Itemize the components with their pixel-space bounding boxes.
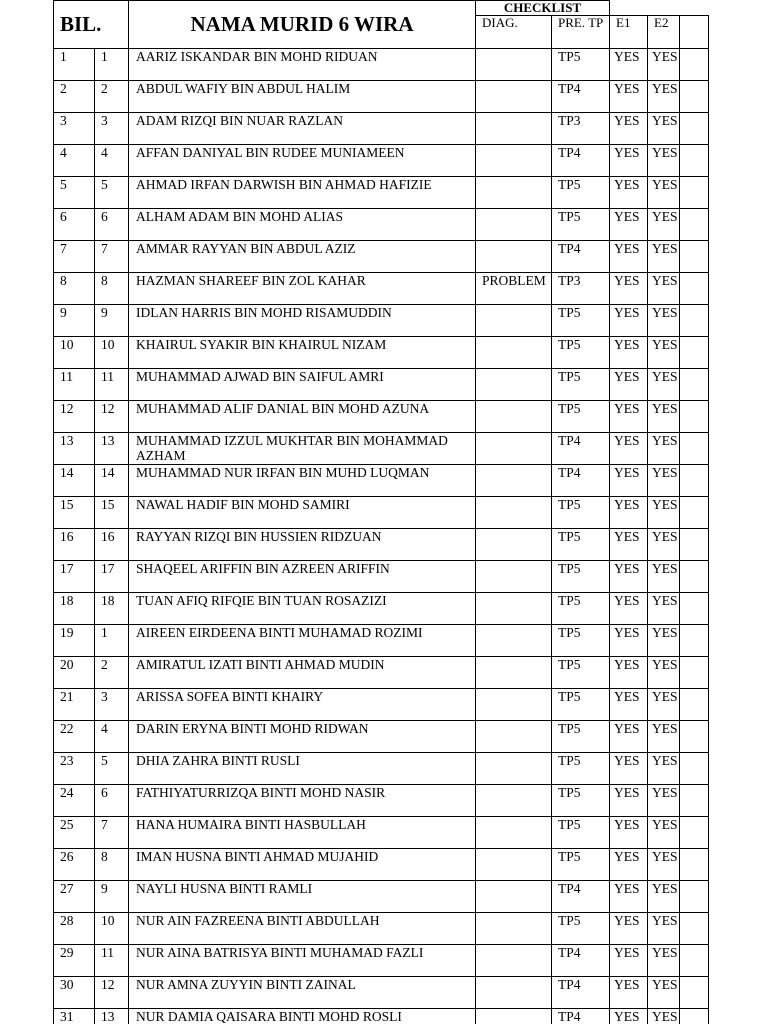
e1-cell: YES: [610, 113, 648, 145]
diag-cell: [476, 817, 552, 849]
e1-cell: YES: [610, 593, 648, 625]
group-number-cell: 13: [95, 1009, 129, 1024]
diag-cell: [476, 721, 552, 753]
group-number-cell: 15: [95, 497, 129, 529]
student-checklist-table: [53, 0, 709, 1024]
table-row: [54, 849, 709, 881]
header-diag: DIAG.: [476, 16, 552, 49]
blank-cell: [680, 177, 709, 209]
e1-cell: YES: [610, 785, 648, 817]
diag-cell: [476, 369, 552, 401]
diag-cell: [476, 657, 552, 689]
group-number-cell: 6: [95, 785, 129, 817]
table-row: [54, 1009, 709, 1024]
student-rows: [54, 49, 709, 1024]
blank-cell: [680, 273, 709, 305]
pre-tp-cell: TP5: [552, 497, 610, 529]
table-row: [54, 145, 709, 177]
student-name-cell: ABDUL WAFIY BIN ABDUL HALIM: [129, 81, 476, 113]
e1-cell: YES: [610, 753, 648, 785]
diag-cell: [476, 497, 552, 529]
e1-cell: YES: [610, 945, 648, 977]
student-name-cell: AMIRATUL IZATI BINTI AHMAD MUDIN: [129, 657, 476, 689]
row-number-cell: 20: [54, 657, 95, 689]
blank-cell: [680, 817, 709, 849]
e1-cell: YES: [610, 241, 648, 273]
blank-cell: [680, 721, 709, 753]
group-number-cell: 8: [95, 273, 129, 305]
group-number-cell: 7: [95, 241, 129, 273]
table-row: [54, 81, 709, 113]
pre-tp-cell: TP5: [552, 721, 610, 753]
student-name-cell: AHMAD IRFAN DARWISH BIN AHMAD HAFIZIE: [129, 177, 476, 209]
group-number-cell: 3: [95, 689, 129, 721]
pre-tp-cell: TP4: [552, 241, 610, 273]
diag-cell: [476, 785, 552, 817]
table-row: [54, 593, 709, 625]
pre-tp-cell: TP5: [552, 753, 610, 785]
student-name-cell: AMMAR RAYYAN BIN ABDUL AZIZ: [129, 241, 476, 273]
diag-cell: [476, 433, 552, 465]
pre-tp-cell: TP5: [552, 337, 610, 369]
blank-cell: [680, 561, 709, 593]
group-number-cell: 14: [95, 465, 129, 497]
diag-cell: [476, 753, 552, 785]
e1-cell: YES: [610, 497, 648, 529]
group-number-cell: 3: [95, 113, 129, 145]
blank-cell: [680, 465, 709, 497]
blank-cell: [680, 145, 709, 177]
diag-cell: [476, 625, 552, 657]
blank-cell: [680, 337, 709, 369]
e2-cell: YES: [648, 593, 680, 625]
pre-tp-cell: TP3: [552, 273, 610, 305]
row-number-cell: 22: [54, 721, 95, 753]
blank-cell: [680, 945, 709, 977]
row-number-cell: 27: [54, 881, 95, 913]
row-number-cell: 30: [54, 977, 95, 1009]
blank-cell: [680, 529, 709, 561]
e2-cell: YES: [648, 817, 680, 849]
student-name-cell: NUR AMNA ZUYYIN BINTI ZAINAL: [129, 977, 476, 1009]
e2-cell: YES: [648, 561, 680, 593]
diag-cell: [476, 209, 552, 241]
e1-cell: YES: [610, 977, 648, 1009]
diag-cell: [476, 881, 552, 913]
e1-cell: YES: [610, 689, 648, 721]
pre-tp-cell: TP5: [552, 785, 610, 817]
student-name-cell: NUR DAMIA QAISARA BINTI MOHD ROSLI: [129, 1009, 476, 1024]
e2-cell: YES: [648, 401, 680, 433]
student-name-cell: RAYYAN RIZQI BIN HUSSIEN RIDZUAN: [129, 529, 476, 561]
group-number-cell: 10: [95, 337, 129, 369]
diag-cell: [476, 305, 552, 337]
table-row: [54, 177, 709, 209]
header-e1: E1: [610, 16, 648, 49]
student-name-cell: HAZMAN SHAREEF BIN ZOL KAHAR: [129, 273, 476, 305]
table-row: [54, 881, 709, 913]
pre-tp-cell: TP3: [552, 113, 610, 145]
e2-cell: YES: [648, 945, 680, 977]
diag-cell: [476, 977, 552, 1009]
row-number-cell: 7: [54, 241, 95, 273]
blank-cell: [680, 625, 709, 657]
e1-cell: YES: [610, 721, 648, 753]
e2-cell: YES: [648, 369, 680, 401]
e2-cell: YES: [648, 433, 680, 465]
diag-cell: [476, 1009, 552, 1024]
e2-cell: YES: [648, 241, 680, 273]
e1-cell: YES: [610, 49, 648, 81]
table-row: [54, 465, 709, 497]
student-name-cell: DHIA ZAHRA BINTI RUSLI: [129, 753, 476, 785]
group-number-cell: 13: [95, 433, 129, 465]
pre-tp-cell: TP5: [552, 561, 610, 593]
pre-tp-cell: TP4: [552, 145, 610, 177]
e1-cell: YES: [610, 145, 648, 177]
pre-tp-cell: TP5: [552, 817, 610, 849]
student-name-cell: ADAM RIZQI BIN NUAR RAZLAN: [129, 113, 476, 145]
blank-cell: [680, 305, 709, 337]
row-number-cell: 19: [54, 625, 95, 657]
e2-cell: YES: [648, 529, 680, 561]
diag-cell: [476, 945, 552, 977]
e1-cell: YES: [610, 625, 648, 657]
diag-cell: [476, 49, 552, 81]
row-number-cell: 26: [54, 849, 95, 881]
e2-cell: YES: [648, 977, 680, 1009]
student-name-cell: HANA HUMAIRA BINTI HASBULLAH: [129, 817, 476, 849]
table-row: [54, 305, 709, 337]
e1-cell: YES: [610, 433, 648, 465]
group-number-cell: 12: [95, 401, 129, 433]
diag-cell: [476, 913, 552, 945]
row-number-cell: 4: [54, 145, 95, 177]
diag-cell: [476, 113, 552, 145]
table-row: [54, 401, 709, 433]
pre-tp-cell: TP5: [552, 689, 610, 721]
row-number-cell: 6: [54, 209, 95, 241]
student-name-cell: SHAQEEL ARIFFIN BIN AZREEN ARIFFIN: [129, 561, 476, 593]
header-e2: E2: [648, 16, 680, 49]
table-row: [54, 113, 709, 145]
diag-cell: [476, 529, 552, 561]
e1-cell: YES: [610, 849, 648, 881]
blank-cell: [680, 849, 709, 881]
blank-cell: [680, 689, 709, 721]
header-row-top: [54, 1, 709, 16]
student-name-cell: IMAN HUSNA BINTI AHMAD MUJAHID: [129, 849, 476, 881]
row-number-cell: 28: [54, 913, 95, 945]
student-name-cell: AFFAN DANIYAL BIN RUDEE MUNIAMEEN: [129, 145, 476, 177]
table-row: [54, 337, 709, 369]
row-number-cell: 17: [54, 561, 95, 593]
pre-tp-cell: TP4: [552, 881, 610, 913]
pre-tp-cell: TP4: [552, 1009, 610, 1024]
group-number-cell: 4: [95, 721, 129, 753]
group-number-cell: 1: [95, 49, 129, 81]
student-name-cell: MUHAMMAD ALIF DANIAL BIN MOHD AZUNA: [129, 401, 476, 433]
group-number-cell: 5: [95, 177, 129, 209]
row-number-cell: 1: [54, 49, 95, 81]
row-number-cell: 3: [54, 113, 95, 145]
e2-cell: YES: [648, 145, 680, 177]
pre-tp-cell: TP5: [552, 625, 610, 657]
group-number-cell: 11: [95, 369, 129, 401]
blank-cell: [680, 753, 709, 785]
header-top-blank: [610, 1, 709, 16]
student-name-cell: DARIN ERYNA BINTI MOHD RIDWAN: [129, 721, 476, 753]
diag-cell: [476, 689, 552, 721]
e1-cell: YES: [610, 305, 648, 337]
blank-cell: [680, 657, 709, 689]
blank-cell: [680, 241, 709, 273]
e1-cell: YES: [610, 881, 648, 913]
pre-tp-cell: TP5: [552, 177, 610, 209]
pre-tp-cell: TP5: [552, 305, 610, 337]
e2-cell: YES: [648, 689, 680, 721]
group-number-cell: 18: [95, 593, 129, 625]
row-number-cell: 14: [54, 465, 95, 497]
diag-cell: [476, 593, 552, 625]
e1-cell: YES: [610, 561, 648, 593]
e2-cell: YES: [648, 273, 680, 305]
student-name-cell: NAYLI HUSNA BINTI RAMLI: [129, 881, 476, 913]
pre-tp-cell: TP4: [552, 81, 610, 113]
group-number-cell: 2: [95, 657, 129, 689]
row-number-cell: 11: [54, 369, 95, 401]
row-number-cell: 10: [54, 337, 95, 369]
student-name-cell: NAWAL HADIF BIN MOHD SAMIRI: [129, 497, 476, 529]
row-number-cell: 8: [54, 273, 95, 305]
table-row: [54, 945, 709, 977]
row-number-cell: 9: [54, 305, 95, 337]
e2-cell: YES: [648, 305, 680, 337]
pre-tp-cell: TP5: [552, 49, 610, 81]
blank-cell: [680, 881, 709, 913]
e2-cell: YES: [648, 113, 680, 145]
table-row: [54, 209, 709, 241]
blank-cell: [680, 913, 709, 945]
e1-cell: YES: [610, 913, 648, 945]
row-number-cell: 5: [54, 177, 95, 209]
diag-cell: [476, 561, 552, 593]
group-number-cell: 12: [95, 977, 129, 1009]
diag-cell: [476, 177, 552, 209]
group-number-cell: 6: [95, 209, 129, 241]
group-number-cell: 1: [95, 625, 129, 657]
header-pre-tp: PRE. TP: [552, 16, 610, 49]
blank-cell: [680, 81, 709, 113]
e2-cell: YES: [648, 465, 680, 497]
blank-cell: [680, 1009, 709, 1024]
header-nama-murid: NAMA MURID 6 WIRA: [129, 1, 476, 49]
row-number-cell: 24: [54, 785, 95, 817]
pre-tp-cell: TP4: [552, 465, 610, 497]
e2-cell: YES: [648, 913, 680, 945]
header-extra-blank: [680, 16, 709, 49]
blank-cell: [680, 785, 709, 817]
row-number-cell: 21: [54, 689, 95, 721]
row-number-cell: 25: [54, 817, 95, 849]
e1-cell: YES: [610, 177, 648, 209]
group-number-cell: 7: [95, 817, 129, 849]
student-name-cell: MUHAMMAD AJWAD BIN SAIFUL AMRI: [129, 369, 476, 401]
group-number-cell: 8: [95, 849, 129, 881]
e1-cell: YES: [610, 81, 648, 113]
e2-cell: YES: [648, 81, 680, 113]
student-name-cell: IDLAN HARRIS BIN MOHD RISAMUDDIN: [129, 305, 476, 337]
e1-cell: YES: [610, 465, 648, 497]
e2-cell: YES: [648, 497, 680, 529]
blank-cell: [680, 433, 709, 465]
blank-cell: [680, 593, 709, 625]
group-number-cell: 17: [95, 561, 129, 593]
blank-cell: [680, 369, 709, 401]
e2-cell: YES: [648, 49, 680, 81]
header-bil: BIL.: [54, 1, 129, 49]
student-name-cell: FATHIYATURRIZQA BINTI MOHD NASIR: [129, 785, 476, 817]
e2-cell: YES: [648, 657, 680, 689]
table-row: [54, 273, 709, 305]
diag-cell: PROBLEM: [476, 273, 552, 305]
diag-cell: [476, 81, 552, 113]
table-row: [54, 689, 709, 721]
table-row: [54, 657, 709, 689]
student-name-cell: NUR AINA BATRISYA BINTI MUHAMAD FAZLI: [129, 945, 476, 977]
diag-cell: [476, 401, 552, 433]
row-number-cell: 29: [54, 945, 95, 977]
e1-cell: YES: [610, 273, 648, 305]
pre-tp-cell: TP5: [552, 593, 610, 625]
e1-cell: YES: [610, 1009, 648, 1024]
student-name-cell: ALHAM ADAM BIN MOHD ALIAS: [129, 209, 476, 241]
e2-cell: YES: [648, 785, 680, 817]
e2-cell: YES: [648, 881, 680, 913]
pre-tp-cell: TP5: [552, 657, 610, 689]
e1-cell: YES: [610, 529, 648, 561]
student-name-cell: MUHAMMAD IZZUL MUKHTAR BIN MOHAMMAD AZHAM: [129, 433, 476, 465]
row-number-cell: 12: [54, 401, 95, 433]
e1-cell: YES: [610, 209, 648, 241]
diag-cell: [476, 145, 552, 177]
row-number-cell: 18: [54, 593, 95, 625]
row-number-cell: 13: [54, 433, 95, 465]
e2-cell: YES: [648, 721, 680, 753]
student-name-cell: NUR AIN FAZREENA BINTI ABDULLAH: [129, 913, 476, 945]
row-number-cell: 23: [54, 753, 95, 785]
student-name-cell: KHAIRUL SYAKIR BIN KHAIRUL NIZAM: [129, 337, 476, 369]
blank-cell: [680, 113, 709, 145]
row-number-cell: 31: [54, 1009, 95, 1024]
diag-cell: [476, 849, 552, 881]
row-number-cell: 15: [54, 497, 95, 529]
pre-tp-cell: TP4: [552, 945, 610, 977]
pre-tp-cell: TP5: [552, 401, 610, 433]
e1-cell: YES: [610, 401, 648, 433]
diag-cell: [476, 465, 552, 497]
pre-tp-cell: TP4: [552, 433, 610, 465]
group-number-cell: 4: [95, 145, 129, 177]
group-number-cell: 16: [95, 529, 129, 561]
group-number-cell: 2: [95, 81, 129, 113]
e2-cell: YES: [648, 849, 680, 881]
group-number-cell: 10: [95, 913, 129, 945]
table-row: [54, 625, 709, 657]
e2-cell: YES: [648, 209, 680, 241]
pre-tp-cell: TP4: [552, 977, 610, 1009]
table-row: [54, 753, 709, 785]
pre-tp-cell: TP5: [552, 913, 610, 945]
e2-cell: YES: [648, 753, 680, 785]
table-row: [54, 561, 709, 593]
blank-cell: [680, 977, 709, 1009]
table-row: [54, 977, 709, 1009]
table-row: [54, 433, 709, 465]
table-row: [54, 497, 709, 529]
diag-cell: [476, 241, 552, 273]
group-number-cell: 5: [95, 753, 129, 785]
pre-tp-cell: TP5: [552, 209, 610, 241]
blank-cell: [680, 49, 709, 81]
table-row: [54, 241, 709, 273]
e1-cell: YES: [610, 369, 648, 401]
group-number-cell: 9: [95, 305, 129, 337]
student-name-cell: ARISSA SOFEA BINTI KHAIRY: [129, 689, 476, 721]
student-name-cell: AARIZ ISKANDAR BIN MOHD RIDUAN: [129, 49, 476, 81]
row-number-cell: 2: [54, 81, 95, 113]
student-name-cell: MUHAMMAD NUR IRFAN BIN MUHD LUQMAN: [129, 465, 476, 497]
group-number-cell: 11: [95, 945, 129, 977]
pre-tp-cell: TP5: [552, 369, 610, 401]
blank-cell: [680, 209, 709, 241]
e2-cell: YES: [648, 177, 680, 209]
table-row: [54, 913, 709, 945]
blank-cell: [680, 497, 709, 529]
table-row: [54, 369, 709, 401]
e1-cell: YES: [610, 657, 648, 689]
e1-cell: YES: [610, 337, 648, 369]
e2-cell: YES: [648, 337, 680, 369]
e2-cell: YES: [648, 1009, 680, 1024]
pre-tp-cell: TP5: [552, 849, 610, 881]
group-number-cell: 9: [95, 881, 129, 913]
table-row: [54, 529, 709, 561]
student-name-cell: TUAN AFIQ RIFQIE BIN TUAN ROSAZIZI: [129, 593, 476, 625]
diag-cell: [476, 337, 552, 369]
pre-tp-cell: TP5: [552, 529, 610, 561]
blank-cell: [680, 401, 709, 433]
header-checklist: CHECKLIST: [476, 1, 610, 16]
e1-cell: YES: [610, 817, 648, 849]
table-row: [54, 721, 709, 753]
table-row: [54, 817, 709, 849]
student-name-cell: AIREEN EIRDEENA BINTI MUHAMAD ROZIMI: [129, 625, 476, 657]
e2-cell: YES: [648, 625, 680, 657]
row-number-cell: 16: [54, 529, 95, 561]
table-row: [54, 49, 709, 81]
table-row: [54, 785, 709, 817]
